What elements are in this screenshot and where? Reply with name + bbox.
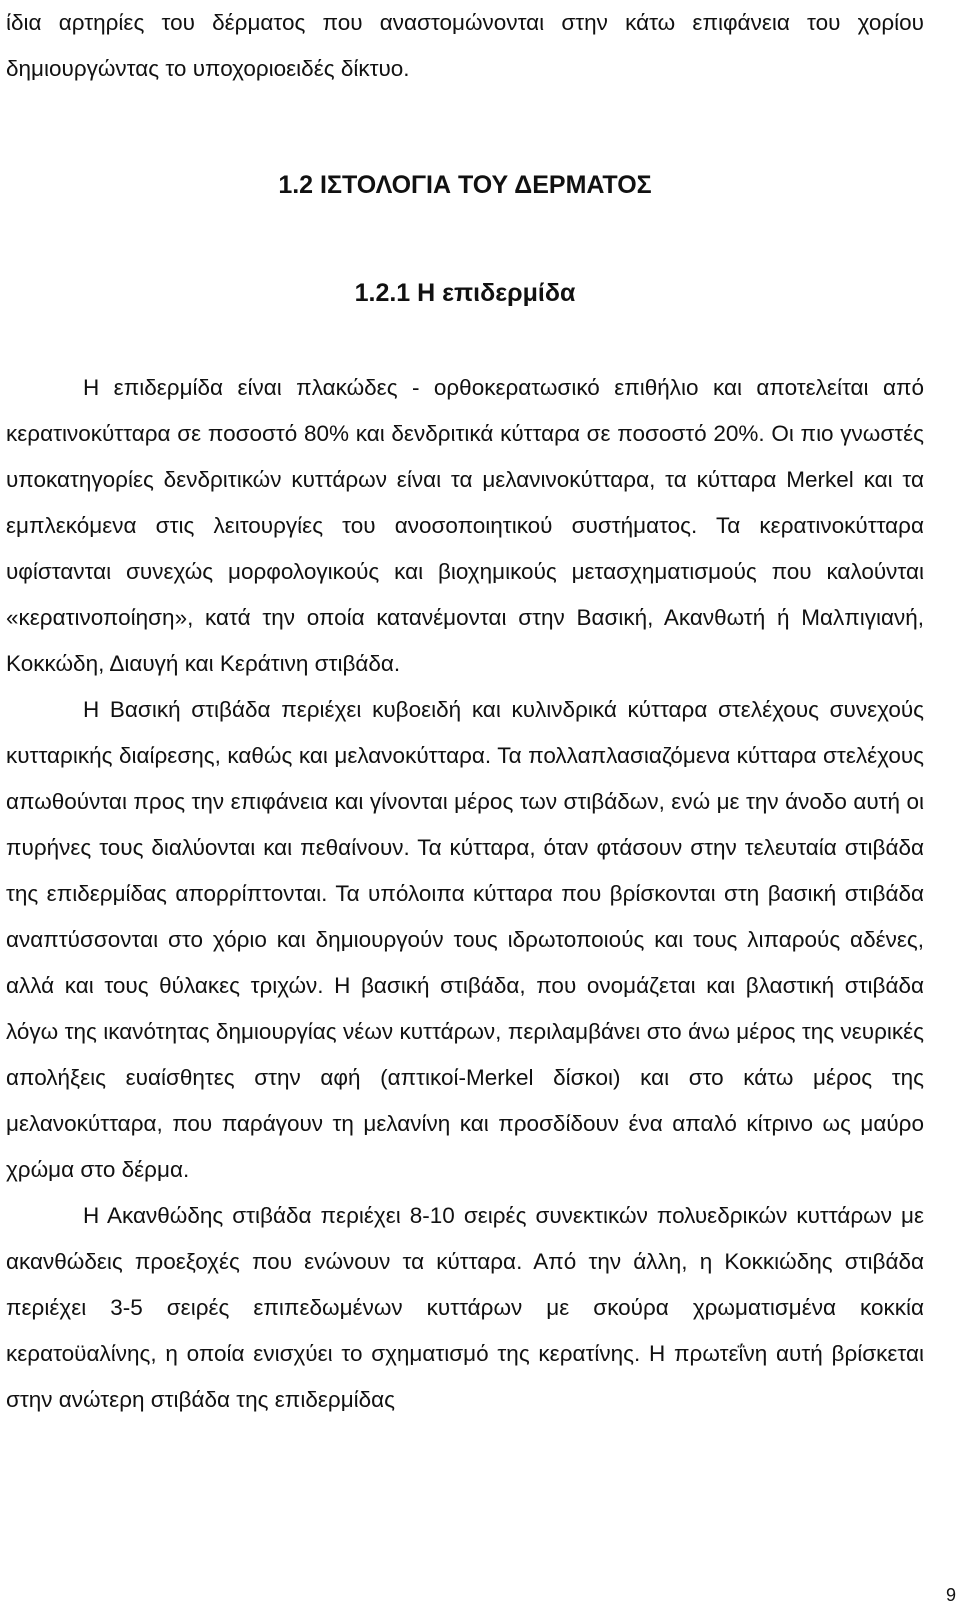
continuation-paragraph: ίδια αρτηρίες του δέρματος που αναστομώνονται στην κάτω επιφάνεια του χορίου δημιουργώντας το υποχοριοειδές δίκτυο. — [6, 10, 924, 81]
body-paragraph: Η Ακανθώδης στιβάδα περιέχει 8-10 σειρές συνεκτικών πολυεδρικών κυττάρων με ακανθώδεις προεξοχές που ενώνουν τα κύτταρα. Από την άλλη, η Κοκκιώδης στιβάδα περιέχει 3-5 σειρές επιπεδωμένων κυττάρων με σκούρα χρωματισμένα κοκκία κερατοϋαλίνης, η οποία ενισχύει το σχηματισμό της κερατίνης. Η πρωτεΐνη αυτή βρίσκεται στην ανώτερη στιβάδα της επιδερμίδας — [6, 1203, 924, 1412]
subsection-heading: 1.2.1 Η επιδερμίδα — [354, 279, 576, 307]
body-paragraph: Η επιδερμίδα είναι πλακώδες - ορθοκερατωσικό επιθήλιο και αποτελείται από κερατινοκύτταρα σε ποσοστό 80% και δενδριτικά κύτταρα σε ποσοστό 20%. Οι πιο γνωστές υποκατηγορίες δενδριτικών κυττάρων είναι τα μελανινοκύτταρα, τα κύτταρα Merkel και τα εμπλεκόμενα στις λειτουργίες του ανοσοποιητικού συστήματος. Τα κερατινοκύτταρα υφίστανται συνεχώς μορφολογικούς και βιοχημικούς μετασχηματισμούς που καλούνται «κερατινοποίηση», κατά την οποία κατανέμονται στην Βασική, Ακανθωτή ή Μαλπιγιανή, Κοκκώδη, Διαυγή και Κεράτινη στιβάδα. — [6, 375, 924, 676]
page-number: 9 — [945, 1585, 956, 1605]
body-paragraph: Η Βασική στιβάδα περιέχει κυβοειδή και κυλινδρικά κύτταρα στελέχους συνεχούς κυτταρικής διαίρεσης, καθώς και μελανοκύτταρα. Τα πολλαπλασιαζόμενα κύτταρα στελέχους απωθούνται προς την επιφάνεια και γίνονται μέρος των στιβάδων, ενώ με την άνοδο αυτή οι πυρήνες τους διαλύονται και πεθαίνουν. Τα κύτταρα, όταν φτάσουν στην τελευταία στιβάδα της επιδερμίδας απορρίπτονται. Τα υπόλοιπα κύτταρα που βρίσκονται στη βασική στιβάδα αναπτύσσονται στο χόριο και δημιουργούν τους ιδρωτοποιούς και τους λιπαρούς αδένες, αλλά και τους θύλακες τριχών. Η βασική στιβάδα, που ονομάζεται και βλαστική στιβάδα λόγω της ικανότητας δημιουργίας νέων κυττάρων, περιλαμβάνει στο άνω μέρος της νευρικές απολήξεις ευαίσθητες στην αφή (απτικοί-Merkel δίσκοι) και στο κάτω μέρος της μελανοκύτταρα, που παράγουν τη μελανίνη και προσδίδουν ένα απαλό κίτρινο ως μαύρο χρώμα στο δέρμα. — [6, 697, 924, 1182]
document-page — [6, 0, 924, 1621]
section-heading: 1.2 ΙΣΤΟΛΟΓΙΑ ΤΟΥ ΔΕΡΜΑΤΟΣ — [278, 171, 652, 199]
